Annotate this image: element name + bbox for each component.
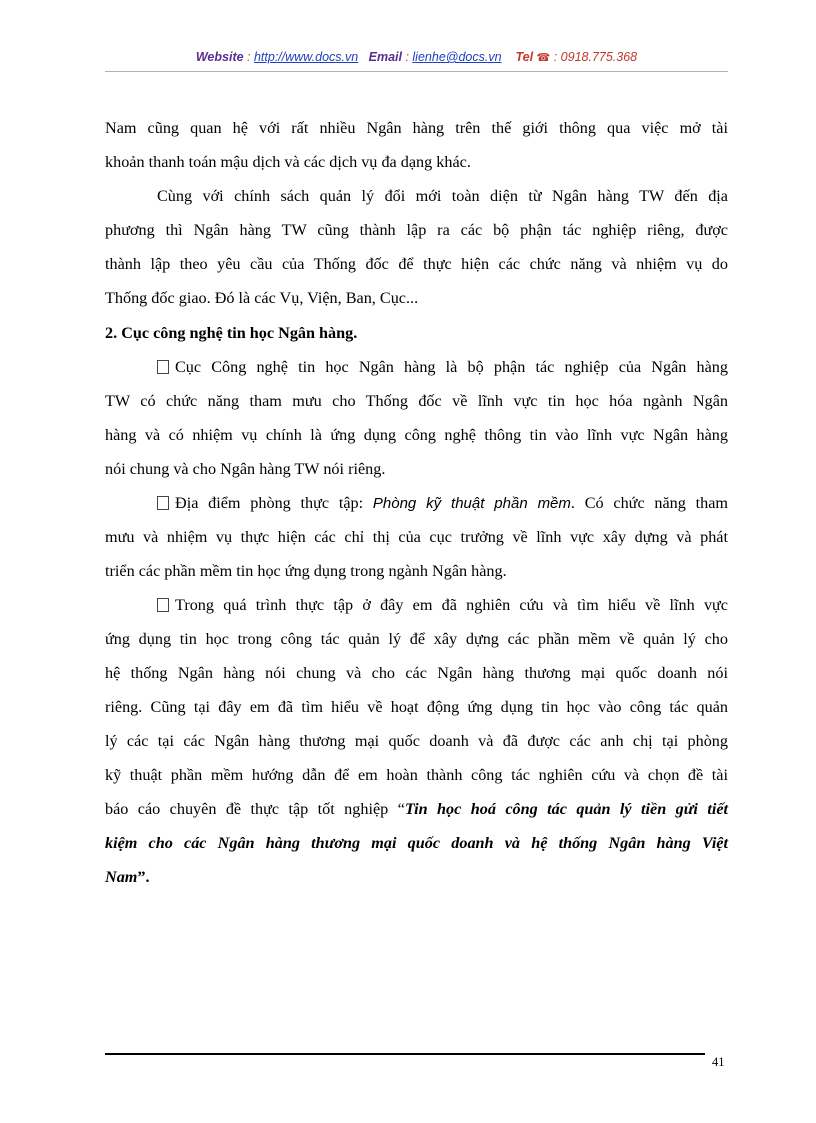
- page-header: [105, 50, 728, 64]
- text-line: kỹ thuật phần mềm hướng dẫn để em hoàn thành công tác nghiên cứu và chọn đề tài: [105, 766, 728, 784]
- header-divider: [105, 71, 728, 72]
- thesis-title-line: kiệm cho các Ngân hàng thương mại quốc doanh và hệ thống Ngân hàng Việt: [105, 834, 728, 852]
- bullet-icon: [157, 598, 169, 612]
- section-heading: 2. Cục công nghệ tin học Ngân hàng.: [105, 324, 358, 342]
- email-link[interactable]: lienhe@docs.vn: [412, 50, 502, 64]
- text-line: hệ thống Ngân hàng nói chung và cho các Ngân hàng thương mại quốc doanh nói: [105, 664, 728, 682]
- text-segment: . Có chức năng tham: [570, 494, 729, 512]
- text-line: khoản thanh toán mậu dịch và các dịch vụ đa dạng khác.: [105, 153, 471, 171]
- text-segment: ”.: [137, 868, 150, 886]
- bullet-icon: [157, 496, 169, 510]
- text-line: phương thì Ngân hàng TW cũng thành lập ra các bộ phận tác nghiệp riêng, được: [105, 221, 728, 239]
- bullet-line: [105, 357, 728, 377]
- text-line: Thống đốc giao. Đó là các Vụ, Viện, Ban, Cục...: [105, 289, 419, 307]
- website-link[interactable]: http://www.docs.vn: [253, 50, 359, 64]
- text-segment: Trong quá trình thực tập ở đây em đã nghiên cứu và tìm hiểu về lĩnh vực: [175, 596, 728, 614]
- email-label: Email: [368, 50, 402, 64]
- text-segment: báo cáo chuyên đề thực tập tốt nghiệp “: [105, 800, 405, 818]
- thesis-title-segment: Tin học hoá công tác quản lý tiền gửi tiết: [404, 800, 729, 818]
- italic-segment: Phòng kỹ thuật phần mềm: [372, 495, 571, 512]
- phone-icon: ☎: [536, 52, 551, 64]
- text-line: ứng dụng tin học trong công tác quản lý để xây dựng các phần mềm về quản lý cho: [105, 630, 728, 648]
- bullet-icon: [157, 360, 169, 374]
- text-line: mưu và nhiệm vụ thực hiện các chỉ thị của cục trưởng về lĩnh vực xây dựng và phát: [105, 528, 728, 546]
- text-segment: Địa điểm phòng thực tập:: [175, 494, 373, 512]
- text-line: hàng và có nhiệm vụ chính là ứng dụng công nghệ thông tin vào lĩnh vực Ngân hàng: [105, 426, 728, 444]
- bullet-line: [105, 493, 728, 514]
- website-separator: :: [243, 50, 254, 64]
- tel-value: : 0918.775.368: [550, 50, 638, 64]
- website-label: Website: [195, 50, 244, 64]
- email-separator: :: [401, 50, 413, 64]
- footer-divider: [105, 1053, 705, 1055]
- text-line: Cùng với chính sách quản lý đổi mới toàn diện từ Ngân hàng TW đến địa: [157, 187, 728, 205]
- text-line: thành lập theo yêu cầu của Thống đốc để thực hiện các chức năng và nhiệm vụ do: [105, 255, 728, 273]
- tel-label: Tel: [515, 50, 534, 64]
- text-line: [105, 799, 728, 819]
- page-number: 41: [712, 1055, 725, 1069]
- bullet-line: [105, 595, 728, 615]
- text-line: triển các phần mềm tin học ứng dụng trong ngành Ngân hàng.: [105, 562, 507, 580]
- thesis-title-segment: Nam: [105, 868, 138, 886]
- text-line: TW có chức năng tham mưu cho Thống đốc về lĩnh vực tin học hóa ngành Ngân: [105, 392, 728, 410]
- text-line: lý các tại các Ngân hàng thương mại quốc doanh và đã được các anh chị tại phòng: [105, 732, 728, 750]
- text-line: [105, 867, 728, 887]
- text-line: riêng. Cũng tại đây em đã tìm hiểu về hoạt động ứng dụng tin học vào công tác quản: [105, 698, 728, 716]
- text-segment: Cục Công nghệ tin học Ngân hàng là bộ phận tác nghiệp của Ngân hàng: [175, 358, 728, 376]
- text-line: Nam cũng quan hệ với rất nhiều Ngân hàng trên thế giới thông qua việc mở tài: [105, 119, 728, 137]
- text-line: nói chung và cho Ngân hàng TW nói riêng.: [105, 460, 386, 478]
